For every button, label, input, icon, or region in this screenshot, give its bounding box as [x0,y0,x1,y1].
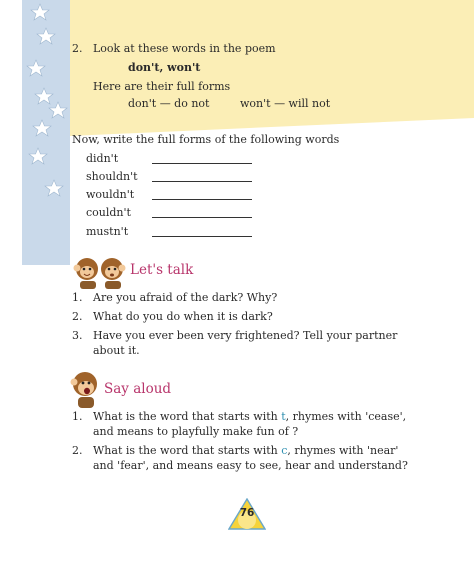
lets-talk-q2-text: What do you do when it is dark? [93,310,273,323]
answer-blank[interactable] [152,236,252,237]
say-aloud-q1-text [93,410,406,424]
lets-talk-heading: Let's talk [130,262,194,278]
exercise-word: couldn't [86,206,131,219]
say-aloud-q2-number: 2. [72,444,83,457]
exercise-word: shouldn't [86,170,138,183]
q2-example-1: don't — do not [128,97,210,110]
say-aloud-q2-pre: What is the word that starts with [93,444,282,457]
say-aloud-q1-letter: t [281,410,286,423]
exercise-word: didn't [86,152,119,165]
exercise-word: mustn't [86,225,129,238]
say-aloud-q2-letter: c [281,444,288,457]
lets-talk-q3-number: 3. [72,329,83,342]
lets-talk-q1-text: Are you afraid of the dark? Why? [93,291,278,304]
say-aloud-q2-text [93,444,398,458]
say-aloud-q1-text-cont: and means to playfully make fun of ? [93,425,299,438]
q2-instruction: Look at these words in the poem [93,42,276,55]
singing-monkey-illustration [68,368,104,410]
answer-blank[interactable] [152,217,252,218]
say-aloud-q1-post: , rhymes with 'cease', [285,410,407,423]
lets-talk-q3-text-cont: about it. [93,344,140,357]
say-aloud-q2-text-cont: and 'fear', and means easy to see, hear and understand? [93,459,408,472]
q2-words: don't, won't [128,61,201,74]
lets-talk-q3-text: Have you ever been very frightened? Tell your partner [93,329,398,342]
say-aloud-q2-post: , rhymes with 'near' [287,444,399,457]
answer-blank[interactable] [152,163,252,164]
lets-talk-q1-number: 1. [72,291,83,304]
q2-number: 2. [72,42,83,55]
answer-blank[interactable] [152,199,252,200]
answer-blank[interactable] [152,181,252,182]
lets-talk-q2-number: 2. [72,310,83,323]
say-aloud-q1-number: 1. [72,410,83,423]
monkeys-illustration [72,254,130,290]
say-aloud-q1-pre: What is the word that starts with [93,410,282,423]
page-number-badge [228,498,266,532]
q2-full-forms-intro: Here are their full forms [93,80,231,93]
exercise-word: wouldn't [86,188,135,201]
page-number: 76 [239,507,255,519]
say-aloud-heading: Say aloud [104,381,172,397]
q2-example-2: won't — will not [240,97,331,110]
exercise-instruction: Now, write the full forms of the following words [72,133,340,146]
